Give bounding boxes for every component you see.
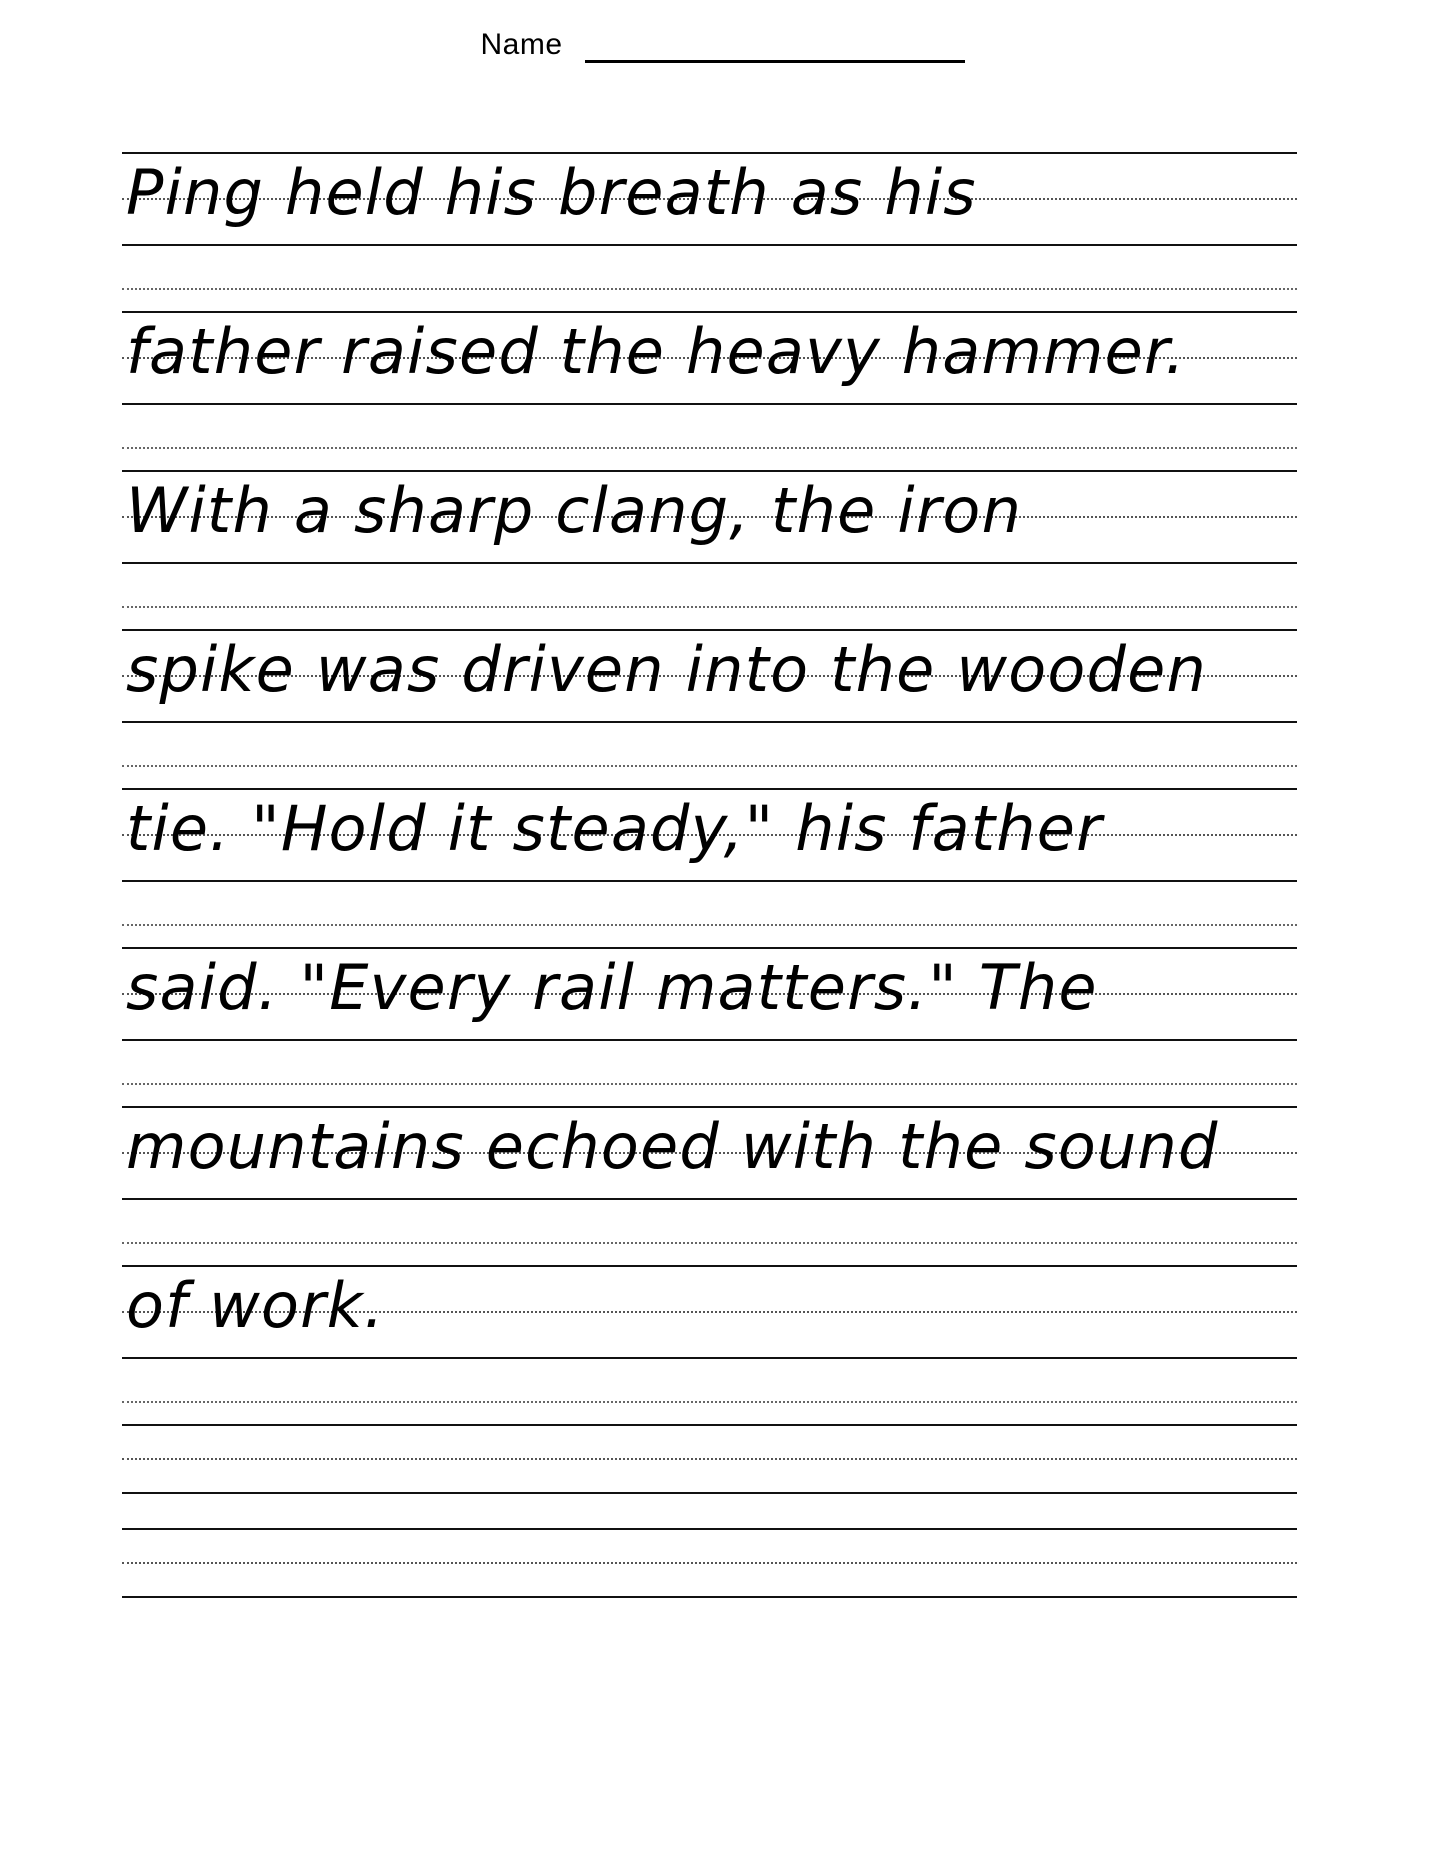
name-input-blank[interactable] [585,28,965,63]
descender-line [122,1401,1297,1403]
name-label: Name [480,28,563,61]
descender-line [122,288,1297,290]
descender-line [122,447,1297,449]
handwriting-text: With a sharp clang, the iron [126,474,1023,547]
writing-row[interactable] [122,629,1297,788]
writing-row-empty[interactable] [122,1528,1297,1632]
ascender-line [122,1424,1297,1426]
writing-row[interactable] [122,1106,1297,1265]
writing-row[interactable] [122,1265,1297,1424]
ascender-line [122,1528,1297,1530]
handwriting-text: mountains echoed with the sound [126,1110,1219,1183]
handwriting-text: tie. "Hold it steady," his father [126,792,1103,865]
handwriting-text: Ping held his breath as his [126,156,977,229]
writing-row-empty[interactable] [122,1424,1297,1528]
baseline [122,1596,1297,1598]
handwriting-text: of work. [126,1269,385,1342]
descender-line [122,765,1297,767]
baseline [122,1492,1297,1494]
name-header [0,28,1445,88]
descender-line [122,1083,1297,1085]
handwriting-text: said. "Every rail matters." The [126,951,1098,1024]
writing-row[interactable] [122,788,1297,947]
descender-line [122,924,1297,926]
writing-row[interactable] [122,470,1297,629]
writing-row[interactable] [122,311,1297,470]
ruled-writing-area [122,152,1297,1632]
handwriting-text: father raised the heavy hammer. [126,315,1186,388]
descender-line [122,1242,1297,1244]
midline-dashed [122,1458,1297,1460]
writing-row[interactable] [122,152,1297,311]
midline-dashed [122,1562,1297,1564]
handwriting-text: spike was driven into the wooden [126,633,1207,706]
writing-row[interactable] [122,947,1297,1106]
descender-line [122,606,1297,608]
